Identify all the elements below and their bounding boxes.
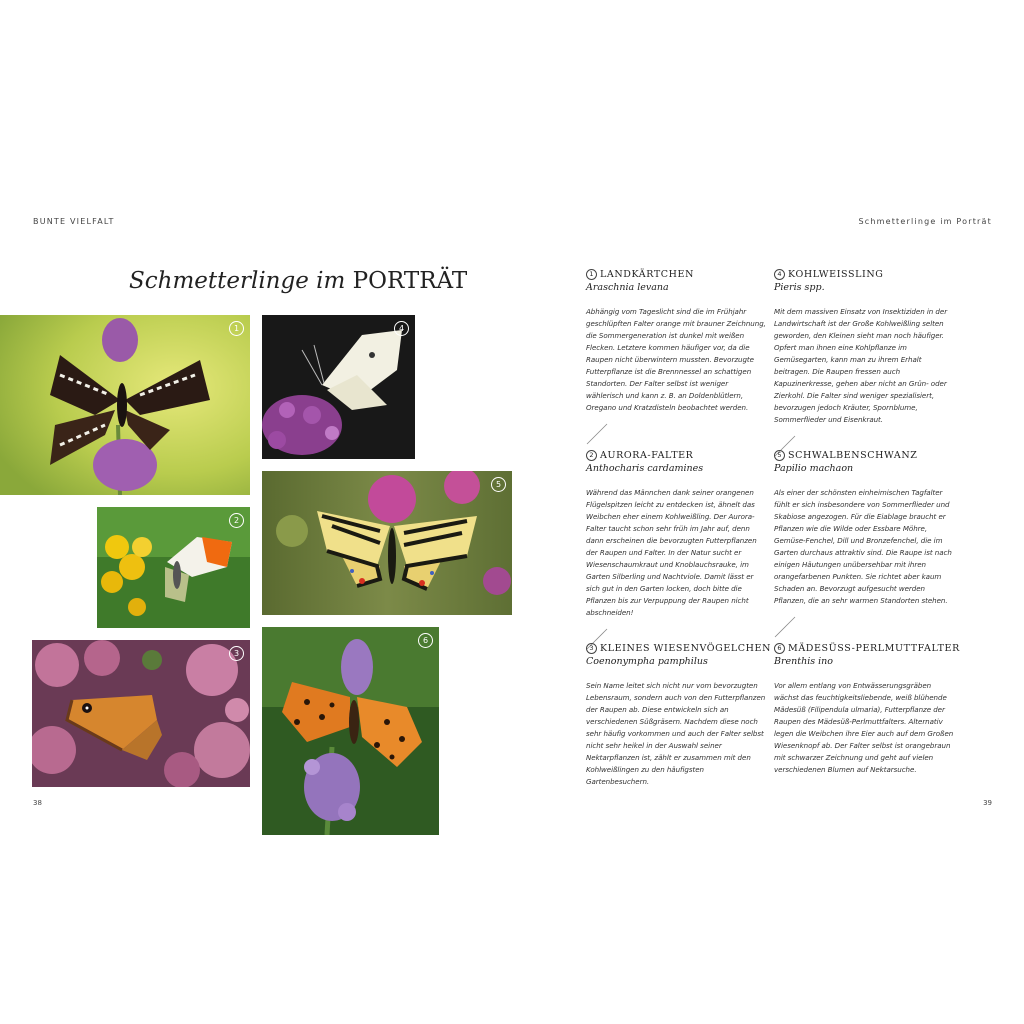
entry-heading <box>774 450 954 461</box>
wiesenvoegelchen-image <box>32 640 250 787</box>
entry-heading <box>586 269 766 280</box>
entry-latin-name: Brenthis ino <box>774 656 834 667</box>
slash-divider-icon <box>586 423 608 445</box>
photo-maedesuess-perlmuttfalter <box>262 627 439 835</box>
photo-wiesenvoegelchen <box>32 640 250 787</box>
title-italic: Schmetterlinge im <box>129 268 353 294</box>
entry-name: MÄDESÜSS-PERLMUTTFALTER <box>788 643 960 654</box>
entry-body: Sein Name leitet sich nicht nur vom bevorzugten Lebensraum, sondern auch von den Futterpflanzen der Raupen ab. Diese entwickeln sich an verschiedenen Süßgräsern. Nachdem diese noch sehr häufig vorkommen und auch der Falter selbst nicht sehr heikel in der Auswahl seiner Nektarpflanzen ist, zählt er zusammen mit den Kohlweißlingen zu den häufigsten Gartenbesuchern. <box>586 681 766 786</box>
schwalbenschwanz-image <box>262 471 512 615</box>
entry-number: 2 <box>586 450 597 461</box>
entry-body: Abhängig vom Tageslicht sind die im Frühjahr geschlüpften Falter orange mit brauner Zeichnung, die Sommergeneration ist dunkel mit weißen Flecken. Letztere kommen häufiger vor, da die Raupen nicht überwintern mussten. Bevorzugte Futterpflanze ist die Brennnessel an schattigen Standorten. Der Falter selbst ist weniger wählerisch und kann z. B. an Doldenblütlern, Oregano und Kratzdisteln beobachtet werden. <box>586 307 766 412</box>
photo-aurora-falter <box>97 507 250 628</box>
photo-number-badge: 2 <box>229 513 244 528</box>
page-number-right: 39 <box>983 799 992 807</box>
entry-heading <box>774 269 954 280</box>
photo-number-badge: 6 <box>418 633 433 648</box>
entry-schwalbenschwanz <box>774 450 954 638</box>
photo-schwalbenschwanz <box>262 471 512 615</box>
entry-kleines-wiesenvoegelchen <box>586 643 771 788</box>
maedesuess-perlmuttfalter-image <box>262 627 439 835</box>
entry-latin-name: Coenonympha pamphilus <box>586 656 708 667</box>
entry-body: Mit dem massiven Einsatz von Insektiziden in der Landwirtschaft ist der Große Kohlweißling selten geworden, den Kleinen sieht man noch häufiger. Opfert man ihnen eine Kohlpflanze im Gemüsegarten, kann man zu ihrem Erhalt beitragen. Die Raupen fressen auch Kapuzinerkresse, gehen aber nicht an Grün- oder Zierkohl. Die Falter sind weniger spezialisiert, bevorzugen jedoch Kräuter, Spornblume, Sommerflieder und Eisenkraut. <box>774 307 948 424</box>
slash-divider-icon <box>774 616 796 638</box>
entry-latin-name: Araschnia levana <box>586 282 669 293</box>
entry-name: KLEINES WIESENVÖGELCHEN <box>600 643 771 654</box>
entry-name: LANDKÄRTCHEN <box>600 269 694 280</box>
entry-maedesuess-perlmuttfalter <box>774 643 960 776</box>
entry-latin-name: Anthocharis cardamines <box>586 463 704 474</box>
photo-number-badge: 4 <box>394 321 409 336</box>
photo-number-badge: 5 <box>491 477 506 492</box>
entry-latin-name: Papilio machaon <box>774 463 854 474</box>
entry-number: 5 <box>774 450 785 461</box>
entry-landkaertchen <box>586 269 766 445</box>
entry-kohlweissling <box>774 269 954 457</box>
entry-latin-name: Pieris spp. <box>774 282 825 293</box>
entry-name: AURORA-FALTER <box>600 450 694 461</box>
photo-number-badge: 1 <box>229 321 244 336</box>
aurora-falter-image <box>97 507 250 628</box>
entry-name: SCHWALBENSCHWANZ <box>788 450 918 461</box>
running-header-right: Schmetterlinge im Porträt <box>858 217 992 226</box>
page-number-left: 38 <box>33 799 42 807</box>
photo-number-badge: 3 <box>229 646 244 661</box>
entry-heading <box>586 643 771 654</box>
page-title <box>129 268 467 294</box>
running-header-left: BUNTE VIELFALT <box>33 217 115 226</box>
entry-heading <box>774 643 960 654</box>
entry-number: 3 <box>586 643 597 654</box>
entry-heading <box>586 450 766 461</box>
entry-body: Während das Männchen dank seiner orangenen Flügelspitzen leicht zu entdecken ist, ähnelt das Weibchen eher einem Kohlweißling. Der Aurora-Falter taucht schon sehr früh im Jahr auf, denn dann erscheinen die bevorzugten Futterpflanzen der Raupen und Falter. In der Natur sucht er Wiesenschaumkraut und Knoblauchsrauke, im Garten Silberling und Nachtviole. Damit lässt er sich gut in den Garten locken, doch bitte die Pflanzen bis zur Verpuppung der Raupen nicht abschneiden! <box>586 488 757 617</box>
entry-number: 6 <box>774 643 785 654</box>
entry-aurora-falter <box>586 450 766 650</box>
entry-name: KOHLWEISSLING <box>788 269 884 280</box>
entry-body: Als einer der schönsten einheimischen Tagfalter fühlt er sich insbesondere von Sommerflieder und Skabiose angezogen. Für die Eiablage braucht er Pflanzen wie die Wilde oder Essbare Möhre, Gemüse-Fenchel, Dill und Bronzefenchel, die im Garten durchaus attraktiv sind. Die Raupe ist nach einigen Häutungen unübersehbar mit ihren orangefarbenen Punkten. Sie richtet aber kaum Schaden an. Bevorzugt aufgesucht werden Pflanzen, die an sehr warmen Standorten stehen. <box>774 488 952 605</box>
photo-kohlweissling <box>262 315 415 459</box>
photo-landkaertchen <box>0 315 250 495</box>
entry-number: 4 <box>774 269 785 280</box>
landkaertchen-image <box>0 315 250 495</box>
title-caps: PORTRÄT <box>352 268 468 294</box>
kohlweissling-image <box>262 315 415 459</box>
entry-number: 1 <box>586 269 597 280</box>
entry-body: Vor allem entlang von Entwässerungsgräben wächst das feuchtigkeitsliebende, weiß blühende Mädesüß (Filipendula ulmaria), Futterpflanze der Raupen des Mädesüß-Perlmuttfalters. Alternativ legen die Weibchen ihre Eier auch auf dem Großen Wiesenknopf ab. Der Falter selbst ist orangebraun mit schwarzer Zeichnung und geht auf vielen verschiedenen Blumen auf Nektarsuche. <box>774 681 954 774</box>
